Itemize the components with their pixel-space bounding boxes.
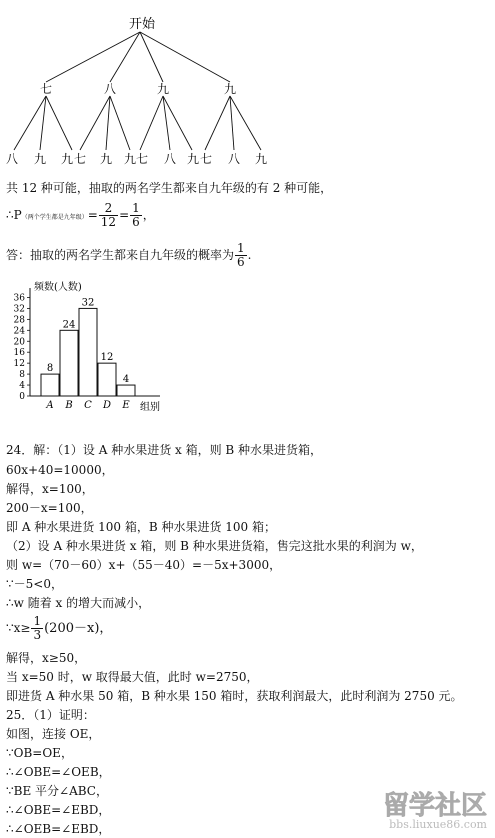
bar bbox=[117, 385, 135, 396]
tree-level1-node: 八 bbox=[103, 82, 117, 96]
text-line: （2）设 A 种水果进货 x 箱，则 B 种水果进货箱，售完这批水果的利润为 w， bbox=[6, 539, 423, 553]
answer-line: 答：抽取的两名学生都来自九年级的概率为 $\frac{1}{6}$ . bbox=[6, 241, 252, 269]
y-tick-label: 32 bbox=[13, 304, 25, 315]
y-tick-label: 36 bbox=[13, 293, 25, 304]
watermark-title: 留学社区 bbox=[382, 791, 487, 821]
category-label: C bbox=[84, 400, 92, 411]
y-tick-label: 20 bbox=[13, 337, 25, 348]
tree-leaf: 八 bbox=[5, 152, 19, 166]
text-line: 如图，连接 OE， bbox=[6, 727, 101, 741]
probability-line: ∴P（两个学生都是九年级）= $\frac{2}{12}$ = $\frac{1}{6}$ ， bbox=[6, 201, 155, 229]
y-tick-label: 16 bbox=[13, 348, 25, 359]
bar-value-label: 4 bbox=[122, 374, 130, 386]
text-line: ∵OB=OE， bbox=[6, 746, 73, 760]
tree-leaf: 七 bbox=[199, 152, 213, 166]
tree-leaf: 九 bbox=[186, 152, 200, 166]
tree-leaf: 九 bbox=[60, 152, 74, 166]
fraction-1-6: $\frac{1}{6}$ bbox=[132, 201, 140, 229]
text-line: ∴∠OBE=∠EBD， bbox=[6, 803, 111, 817]
bar bbox=[41, 374, 59, 396]
y-axis-label: 频数(人数) bbox=[34, 282, 82, 293]
tree-leaf: 七 bbox=[73, 152, 87, 166]
tree-diagram bbox=[0, 0, 280, 170]
bar-value-label: 12 bbox=[100, 352, 114, 364]
site-watermark bbox=[339, 784, 489, 832]
text-line: 解得，x=100， bbox=[6, 482, 94, 496]
text-line: 24．解：（1）设 A 种水果进货 x 箱，则 B 种水果进货箱， bbox=[6, 443, 323, 457]
x-axis-label: 组别 bbox=[140, 402, 160, 413]
tree-level1-node: 九 bbox=[156, 82, 170, 96]
text-line: 200－x=100， bbox=[6, 501, 93, 515]
fraction-1-3: $\frac{1}{3}$ bbox=[33, 614, 42, 642]
watermark-url: bbs.liuxue86.com bbox=[389, 818, 487, 831]
text-line: 当 x=50 时，w 取得最大值，此时 w=2750， bbox=[6, 670, 259, 684]
y-tick-label: 24 bbox=[13, 326, 25, 337]
bar bbox=[60, 330, 78, 396]
tree-leaf: 九 bbox=[254, 152, 268, 166]
tree-leaf: 九 bbox=[99, 152, 113, 166]
tree-leaf: 九 bbox=[33, 152, 47, 166]
tree-level1-node: 七 bbox=[39, 82, 53, 96]
count-line: 共 12 种可能，抽取的两名学生都来自九年级的有 2 种可能， bbox=[6, 181, 333, 195]
category-label: B bbox=[65, 400, 73, 411]
text-line: 即 A 种水果进货 100 箱，B 种水果进货 100 箱； bbox=[6, 520, 276, 534]
tree-leaf: 八 bbox=[163, 152, 177, 166]
y-tick-label: 12 bbox=[13, 359, 25, 370]
answer-fraction: $\frac{1}{6}$ bbox=[237, 241, 245, 269]
y-tick-label: 28 bbox=[13, 315, 25, 326]
text-line: ∴∠OEB=∠EBD， bbox=[6, 822, 111, 836]
text-line: 60x+40=10000， bbox=[6, 463, 114, 477]
y-tick-label: 4 bbox=[19, 381, 25, 392]
bar-value-label: 32 bbox=[81, 297, 95, 309]
y-tick-label: 8 bbox=[19, 370, 25, 381]
inequality-line: ∵x≥ $\frac{1}{3}$ (200－x)， bbox=[6, 614, 113, 642]
fraction-2-12: $\frac{2}{12}$ bbox=[100, 201, 117, 229]
prob-subscript: （两个学生都是九年级） bbox=[21, 214, 88, 221]
category-label: A bbox=[46, 400, 54, 411]
tree-leaf: 七 bbox=[135, 152, 149, 166]
bar-value-label: 8 bbox=[46, 363, 54, 375]
text-line: ∵BE 平分∠ABC， bbox=[6, 784, 108, 798]
tree-leaf: 八 bbox=[227, 152, 241, 166]
tree-leaf: 九 bbox=[123, 152, 137, 166]
text-line: ∴∠OBE=∠OEB， bbox=[6, 765, 111, 779]
tree-level1-node: 九 bbox=[223, 82, 237, 96]
answer-text: 答：抽取的两名学生都来自九年级的概率为 bbox=[6, 248, 235, 262]
text-line: 则 w=（70－60）x+（55－40）=－5x+3000， bbox=[6, 558, 282, 572]
text-line: 即进货 A 种水果 50 箱，B 种水果 150 箱时，获取利润最大，此时利润为 2750 元。 bbox=[6, 689, 463, 703]
text-line: ∴w 随着 x 的增大而减小， bbox=[6, 596, 151, 610]
histogram-chart bbox=[0, 280, 190, 415]
y-tick-label: 0 bbox=[19, 392, 25, 402]
text-line: 25．（1）证明： bbox=[6, 708, 95, 722]
bar bbox=[98, 363, 116, 396]
prob-prefix: ∴P bbox=[6, 208, 22, 222]
bar bbox=[79, 308, 97, 396]
category-label: E bbox=[122, 400, 130, 411]
category-label: D bbox=[102, 400, 112, 411]
prob-eq: = bbox=[87, 208, 98, 222]
tree-root: 开始 bbox=[128, 17, 156, 32]
bar-value-label: 24 bbox=[62, 319, 76, 331]
text-line: 解得，x≥50， bbox=[6, 651, 87, 665]
text-line: ∵－5<0， bbox=[6, 577, 63, 591]
